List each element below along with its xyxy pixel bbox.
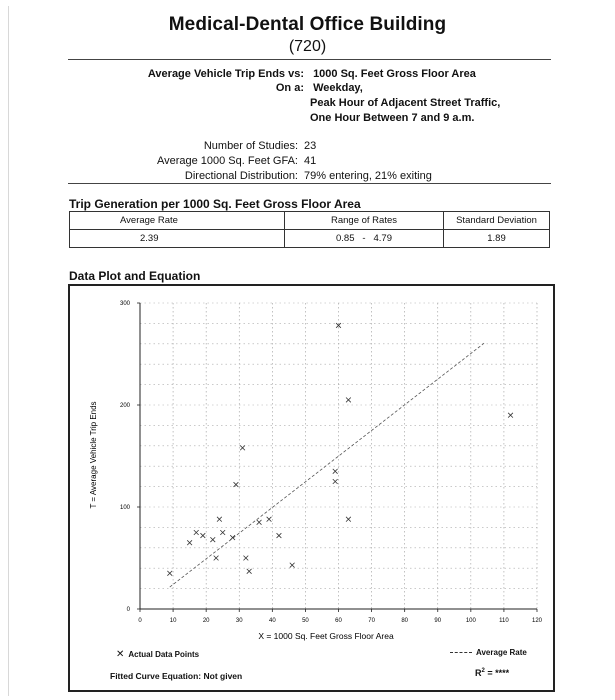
grid-lines: [140, 303, 537, 609]
data-point: [277, 533, 282, 538]
data-point: [200, 533, 205, 538]
x-tick-label: 10: [169, 618, 177, 624]
legend-x-marker-icon: ✕: [116, 649, 125, 660]
data-point: [217, 517, 222, 522]
col-standard-deviation: Standard Deviation: [444, 212, 550, 230]
criteria-on-value-line2: Peak Hour of Adjacent Street Traffic,: [310, 97, 501, 109]
criteria-vs-label: Average Vehicle Trip Ends vs:: [147, 68, 304, 80]
x-tick-label: 40: [268, 618, 276, 624]
data-point: [346, 398, 351, 403]
data-point: [346, 517, 351, 522]
y-axis-label: T = Average Vehicle Trip Ends: [89, 401, 98, 509]
r-squared-sup: 2: [481, 668, 485, 674]
fitted-curve-equation: Fitted Curve Equation: Not given: [110, 671, 243, 681]
criteria-on-value-line3: One Hour Between 7 and 9 a.m.: [310, 112, 475, 124]
data-point: [243, 556, 248, 561]
data-point: [290, 563, 295, 568]
land-use-code: (720): [288, 38, 327, 55]
data-point: [230, 535, 235, 540]
y-tick-label: 300: [119, 301, 130, 307]
data-point: [167, 571, 172, 576]
y-tick-label: 100: [119, 505, 130, 511]
data-point: [187, 540, 192, 545]
distribution-value: 79% entering, 21% exiting: [304, 170, 432, 182]
y-tick-label: 0: [126, 607, 130, 613]
plot-heading: Data Plot and Equation: [69, 269, 201, 283]
x-tick-label: 50: [302, 618, 309, 624]
r-squared-label: R: [475, 668, 482, 678]
x-tick-label: 100: [465, 618, 476, 624]
data-points: [167, 323, 513, 576]
data-point: [508, 413, 513, 418]
range-separator: -: [362, 233, 366, 244]
trip-generation-heading: Trip Generation per 1000 Sq. Feet Gross Floor Area: [69, 197, 361, 211]
data-point: [333, 469, 338, 474]
data-point: [267, 517, 272, 522]
x-tick-label: 120: [531, 618, 543, 624]
criteria-vs-value: 1000 Sq. Feet Gross Floor Area: [313, 68, 476, 80]
standard-deviation-value: 1.89: [444, 230, 550, 248]
tick-labels: [120, 301, 543, 624]
col-average-rate: Average Rate: [70, 212, 285, 230]
criteria-on-value: Weekday,: [313, 82, 363, 94]
x-tick-label: 0: [138, 618, 142, 624]
criteria-on-label: On a:: [275, 82, 304, 94]
gfa-value: 41: [304, 155, 317, 167]
data-point: [234, 482, 239, 487]
r-squared-value: = ****: [484, 668, 510, 678]
distribution-label: Directional Distribution:: [184, 170, 298, 182]
page-title: Medical-Dental Office Building: [168, 14, 447, 35]
data-point: [220, 530, 225, 535]
studies-label: Number of Studies:: [203, 140, 298, 152]
range-high: 4.79: [373, 233, 392, 244]
r-squared: [475, 668, 509, 678]
x-axis-label: X = 1000 Sq. Feet Gross Floor Area: [258, 631, 394, 641]
data-point: [194, 530, 199, 535]
legend-points: [116, 649, 199, 660]
col-range-of-rates: Range of Rates: [285, 212, 444, 230]
legend-average-rate: [450, 648, 527, 657]
average-rate-value: 2.39: [70, 230, 285, 248]
data-point: [257, 520, 262, 525]
data-point: [247, 569, 252, 574]
x-tick-label: 90: [434, 618, 442, 624]
x-tick-label: 30: [235, 618, 243, 624]
legend-average-rate-label: Average Rate: [476, 648, 527, 657]
x-tick-label: 70: [368, 618, 375, 624]
legend-points-label: Actual Data Points: [128, 650, 200, 659]
x-tick-label: 80: [401, 618, 409, 624]
x-tick-label: 20: [202, 618, 210, 624]
x-tick-label: 60: [335, 618, 342, 624]
data-point: [333, 479, 338, 484]
average-rate-line: [170, 343, 484, 587]
y-tick-label: 200: [119, 403, 130, 409]
studies-value: 23: [304, 140, 317, 152]
x-tick-label: 110: [499, 618, 509, 624]
range-low: 0.85: [335, 233, 355, 244]
data-point: [214, 556, 219, 561]
data-point: [240, 445, 245, 450]
legend-dashed-line-icon: [450, 652, 472, 653]
average-rate-line-group: [170, 343, 484, 587]
gfa-label: Average 1000 Sq. Feet GFA:: [156, 155, 298, 167]
data-point: [210, 537, 215, 542]
